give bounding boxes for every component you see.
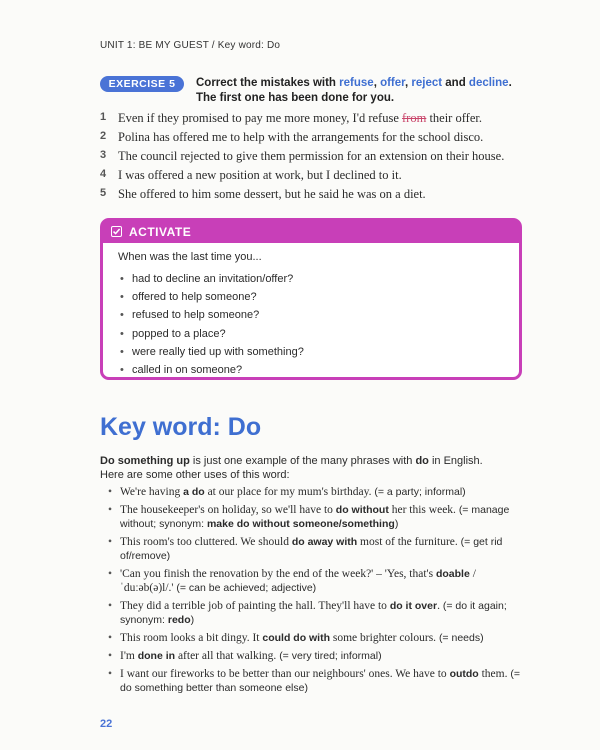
checkbox-icon	[111, 226, 122, 237]
example-item	[108, 503, 528, 531]
example-phrase: outdo	[449, 668, 479, 680]
example-gloss: (= needs)	[438, 632, 484, 644]
example-text: This room looks a bit dingy. It	[120, 632, 263, 644]
example-gloss: )	[394, 518, 399, 530]
word-refuse: refuse	[339, 77, 374, 89]
instr-and: and	[442, 77, 469, 89]
item-text-a: Even if they promised to pay me more money, I'd refuse	[118, 111, 402, 125]
example-phrase: do it over	[389, 600, 438, 612]
running-header: UNIT 1: BE MY GUEST / Key word: Do	[100, 40, 281, 51]
example-text: her this week.	[388, 504, 459, 516]
example-gloss: (= a party; informal)	[374, 486, 466, 498]
instr-end: .	[508, 77, 512, 89]
example-gloss: (= get rid of/remove)	[120, 536, 503, 562]
example-gloss: )	[190, 614, 195, 626]
instr-sep: ,	[373, 77, 381, 89]
example-gloss: (= do something better than someone else)	[120, 668, 520, 694]
item-number: 3	[100, 149, 107, 161]
intro-text: is just one example of the many phrases with	[189, 455, 416, 467]
item-number: 4	[100, 168, 107, 180]
struck-word: from	[402, 111, 427, 125]
example-item	[108, 485, 528, 499]
activate-box	[100, 218, 522, 380]
exercise-badge: EXERCISE 5	[100, 76, 184, 92]
example-text: some brighter colours.	[330, 632, 439, 644]
example-item	[108, 667, 528, 695]
list-item: • were really tied up with something?	[118, 343, 304, 361]
keyword-examples	[108, 485, 528, 699]
example-gloss: (= manage without; synonym:	[120, 504, 510, 530]
example-synonym: make do without someone/something	[206, 518, 395, 530]
list-item: • called in on someone?	[118, 361, 304, 379]
example-text: /ˈduːəb(ə)l/.'	[120, 568, 476, 594]
example-phrase: a do	[183, 486, 205, 498]
example-text: .	[437, 600, 443, 612]
example-text: I'm	[120, 650, 138, 662]
list-item: • refused to help someone?	[118, 306, 304, 324]
example-phrase: done in	[137, 650, 176, 662]
list-item: • had to decline an invitation/offer?	[118, 270, 304, 288]
item-text: I was offered a new position at work, but I declined to it.	[118, 168, 402, 182]
example-phrase: doable	[435, 568, 470, 580]
example-synonym: redo	[167, 614, 191, 626]
item-text: The council rejected to give them permission for an extension on their house.	[118, 149, 505, 163]
list-item: • offered to help someone?	[118, 288, 304, 306]
example-item	[108, 535, 528, 563]
example-phrase: could do with	[262, 632, 331, 644]
intro-bold: do	[415, 455, 429, 467]
example-text: them.	[478, 668, 511, 680]
list-item: • popped to a place?	[118, 325, 304, 343]
intro-text: in English. Here are some other uses of this word:	[100, 455, 483, 481]
example-item	[108, 649, 528, 663]
instr-sep: ,	[405, 77, 412, 89]
example-item	[108, 599, 528, 627]
intro-bold: Do something up	[100, 455, 190, 467]
item-number: 5	[100, 187, 107, 199]
example-text: I want our fireworks to be better than our neighbours' ones. We have to	[120, 668, 450, 680]
section-intro	[100, 454, 500, 482]
example-text: They did a terrible job of painting the hall. They'll have to	[120, 600, 390, 612]
example-gloss: (= can be achieved; adjective)	[176, 582, 317, 594]
example-text: most of the furniture.	[357, 536, 461, 548]
instr-text: Correct the mistakes with	[196, 77, 340, 89]
word-decline: decline	[468, 77, 509, 89]
example-text: The housekeeper's on holiday, so we'll have to	[120, 504, 336, 516]
example-text: after all that walking.	[175, 650, 280, 662]
example-phrase: do away with	[291, 536, 358, 548]
section-title: Key word: Do	[100, 413, 262, 441]
example-gloss: (= very tired; informal)	[279, 650, 382, 662]
page-number: 22	[100, 718, 113, 730]
activate-list	[118, 270, 304, 379]
example-text: This room's too cluttered. We should	[120, 536, 292, 548]
activate-lead: When was the last time you...	[118, 251, 262, 263]
example-item	[108, 567, 528, 595]
example-item	[108, 631, 528, 645]
example-text: at our place for my mum's birthday.	[204, 486, 375, 498]
instr-line2: The first one has been done for you.	[196, 92, 395, 104]
item-number: 2	[100, 130, 107, 142]
word-reject: reject	[411, 77, 443, 89]
word-offer: offer	[380, 77, 405, 89]
exercise-instructions	[196, 76, 536, 106]
activate-header	[103, 221, 519, 243]
item-text: She offered to him some dessert, but he said he was on a diet.	[118, 187, 426, 201]
example-text: 'Can you finish the renovation by the end of the week?' – 'Yes, that's	[120, 568, 436, 580]
example-gloss: (= do it again; synonym:	[120, 600, 507, 626]
item-text-b: their offer.	[426, 111, 482, 125]
activate-title: ACTIVATE	[129, 225, 192, 239]
example-phrase: do without	[335, 504, 389, 516]
item-text	[118, 111, 482, 126]
item-number: 1	[100, 111, 107, 123]
example-text: We're having	[120, 486, 184, 498]
item-text: Polina has offered me to help with the arrangements for the school disco.	[118, 130, 484, 144]
